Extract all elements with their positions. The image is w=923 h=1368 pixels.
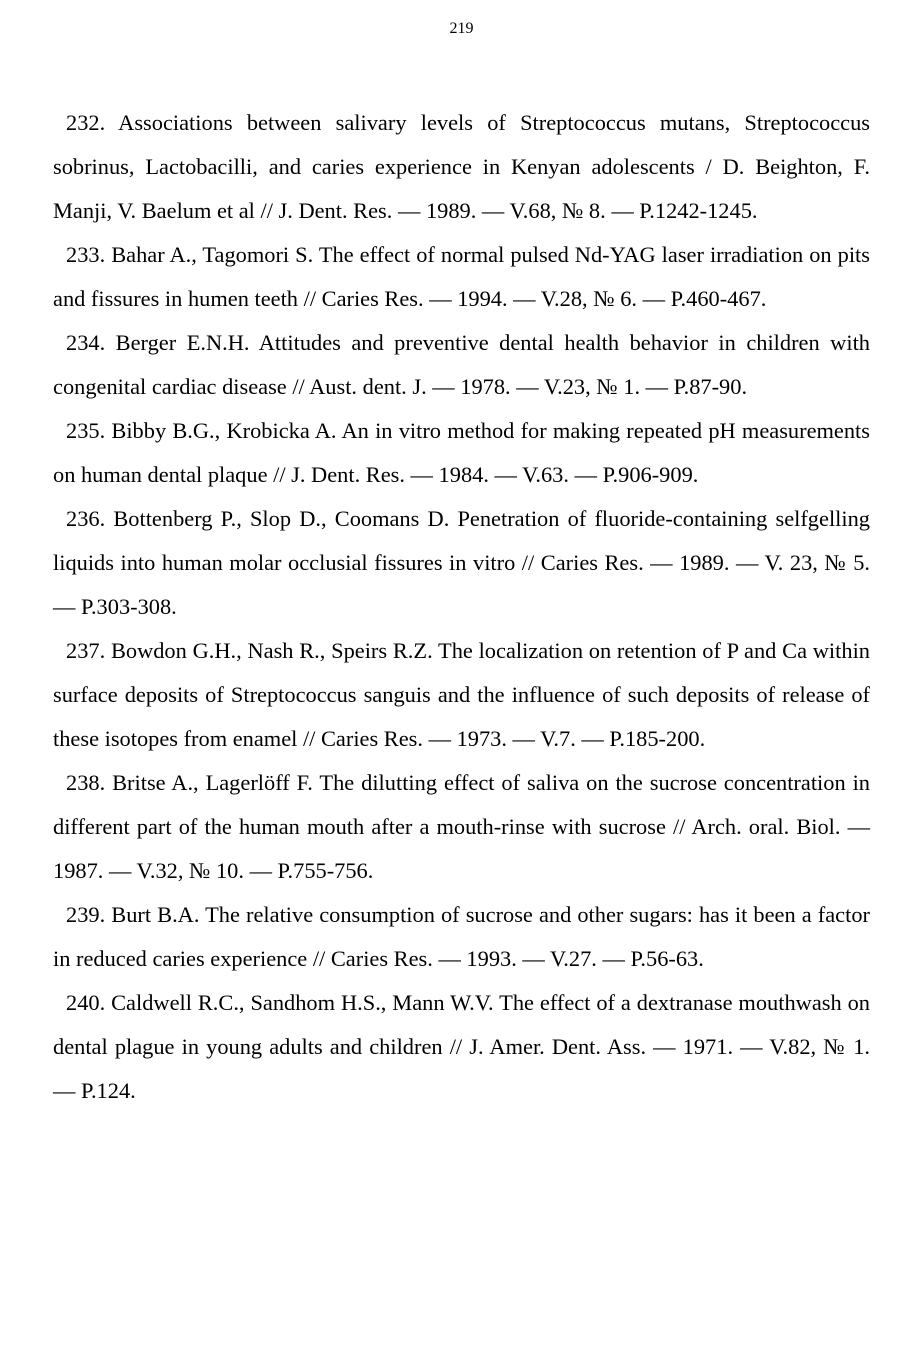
reference-item-238: 238. Britse A., Lagerlöff F. The dilutting effect of saliva on the sucrose concentration in different part of the human mouth after a mouth-rinse with sucrose // Arch. oral. Biol. — 1987. — V.32, № 10. — P.755-756.	[53, 770, 870, 883]
reference-item-235: 235. Bibby B.G., Krobicka A. An in vitro method for making repeated pH measurements on human dental plaque // J. Dent. Res. — 1984. — V.63. — P.906-909.	[53, 418, 870, 487]
reference-item-234: 234. Berger E.N.H. Attitudes and preventive dental health behavior in children with congenital cardiac disease // Aust. dent. J. — 1978. — V.23, № 1. — P.87-90.	[53, 330, 870, 399]
reference-list	[53, 101, 870, 1113]
reference-item-233: 233. Bahar A., Tagomori S. The effect of normal pulsed Nd-YAG laser irradiation on pits and fissures in humen teeth // Caries Res. — 1994. — V.28, № 6. — P.460-467.	[53, 242, 870, 311]
page-number: 219	[449, 20, 474, 37]
reference-item-237: 237. Bowdon G.H., Nash R., Speirs R.Z. The localization on retention of P and Ca within surface deposits of Streptococcus sanguis and the influence of such deposits of release of these isotopes from enamel // Caries Res. — 1973. — V.7. — P.185-200.	[53, 638, 870, 751]
reference-item-232: 232. Associations between salivary levels of Streptococcus mutans, Streptococcus sobrinus, Lactobacilli, and caries experience in Kenyan adolescents / D. Beighton, F. Manji, V. Baelum et al // J. Dent. Res. — 1989. — V.68, № 8. — P.1242-1245.	[53, 110, 870, 223]
reference-item-240: 240. Caldwell R.C., Sandhom H.S., Mann W.V. The effect of a dextranase mouthwash on dental plague in young adults and children // J. Amer. Dent. Ass. — 1971. — V.82, № 1. — P.124.	[53, 990, 870, 1103]
reference-item-239: 239. Burt B.A. The relative consumption of sucrose and other sugars: has it been a factor in reduced caries experience // Caries Res. — 1993. — V.27. — P.56-63.	[53, 902, 870, 971]
reference-item-236: 236. Bottenberg P., Slop D., Coomans D. Penetration of fluoride-containing selfgelling liquids into human molar occlusial fissures in vitro // Caries Res. — 1989. — V. 23, № 5. — P.303-308.	[53, 506, 870, 619]
